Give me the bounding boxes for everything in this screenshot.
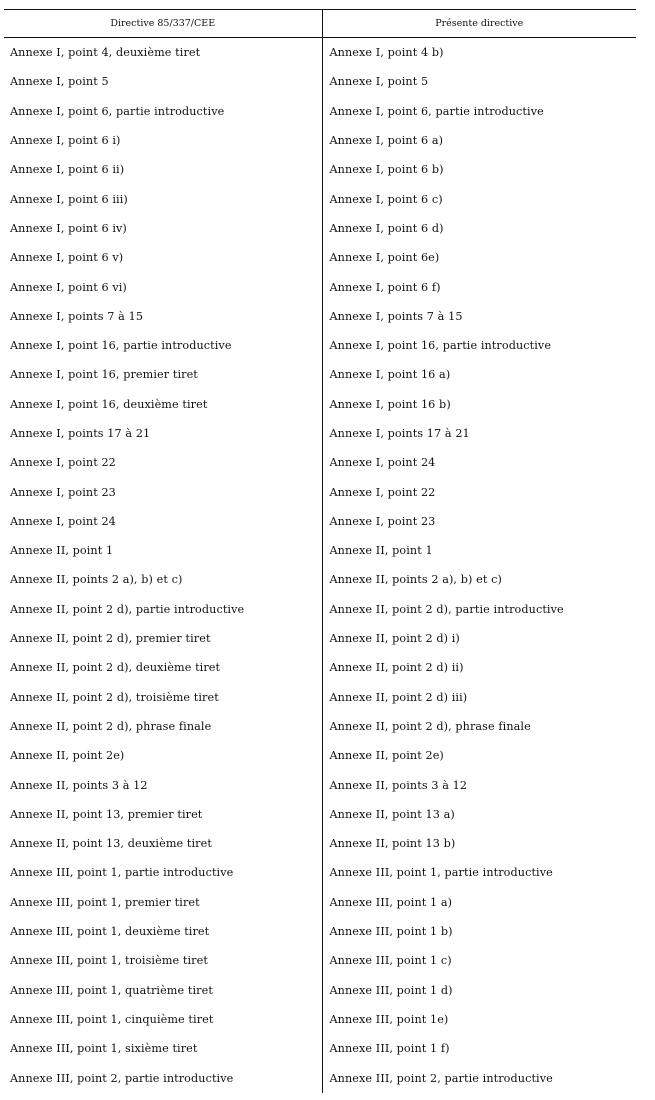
- cell-new-reference: Annexe I, point 6 a): [329, 134, 444, 148]
- table-row: [4, 858, 636, 887]
- table-row: [4, 302, 636, 331]
- table-row: [4, 829, 636, 858]
- cell-new-reference: Annexe I, point 4 b): [329, 46, 444, 60]
- cell-old-reference: Annexe II, points 3 à 12: [4, 770, 322, 799]
- cell-old-reference: Annexe I, points 7 à 15: [4, 302, 322, 331]
- table-row: [4, 214, 636, 243]
- table-row: [4, 976, 636, 1005]
- cell-new-reference: Annexe II, point 2 d) iii): [329, 690, 468, 704]
- cell-old-reference: Annexe I, point 6 vi): [4, 272, 322, 301]
- cell-old-reference: Annexe I, point 16, deuxième tiret: [4, 390, 322, 419]
- header-row: [4, 10, 636, 38]
- table-row: [4, 624, 636, 653]
- cell-new-reference: Annexe I, point 6, partie introductive: [329, 104, 544, 118]
- cell-old-reference: Annexe II, point 2 d), phrase finale: [4, 712, 322, 741]
- cell-new-reference: Annexe III, point 1e): [329, 1012, 449, 1026]
- table-row: [4, 390, 636, 419]
- cell-new-reference: Annexe I, point 23: [329, 514, 436, 528]
- table-row: [4, 565, 636, 594]
- table-row: [4, 536, 636, 565]
- cell-new-reference: Annexe I, points 7 à 15: [329, 309, 463, 323]
- table-row: [4, 38, 636, 68]
- cell-new-reference: Annexe I, point 22: [329, 485, 436, 499]
- cell-new-reference: Annexe I, point 6 d): [329, 221, 444, 235]
- table-row: [4, 888, 636, 917]
- cell-new-reference: Annexe III, point 1 b): [329, 925, 453, 939]
- cell-old-reference: Annexe II, point 1: [4, 536, 322, 565]
- table-row: [4, 360, 636, 389]
- cell-old-reference: Annexe II, point 13, premier tiret: [4, 800, 322, 829]
- cell-new-reference: Annexe I, points 17 à 21: [329, 427, 470, 440]
- header-old-directive: Directive 85/337/CEE: [4, 10, 322, 38]
- table-row: [4, 477, 636, 506]
- table-header: [4, 10, 636, 38]
- cell-new-reference: Annexe III, point 1 f): [329, 1042, 450, 1056]
- table-row: [4, 653, 636, 682]
- cell-new-reference: Annexe II, points 2 a), b) et c): [329, 573, 502, 587]
- table-row: [4, 67, 636, 96]
- table-row: [4, 419, 636, 448]
- table-row: [4, 448, 636, 477]
- table-row: [4, 126, 636, 155]
- table-row: [4, 507, 636, 536]
- cell-old-reference: Annexe II, point 2 d), deuxième tiret: [4, 653, 322, 682]
- cell-old-reference: Annexe II, point 2 d), troisième tiret: [4, 683, 322, 712]
- cell-old-reference: Annexe I, points 17 à 21: [4, 419, 322, 448]
- table-row: [4, 917, 636, 946]
- cell-new-reference: Annexe II, point 2 d) i): [329, 632, 460, 646]
- cell-new-reference: Annexe I, point 6e): [329, 251, 440, 265]
- cell-old-reference: Annexe I, point 6 i): [4, 126, 322, 155]
- table-row: [4, 1063, 636, 1092]
- cell-old-reference: Annexe I, point 6 ii): [4, 155, 322, 184]
- cell-new-reference: Annexe I, point 6 c): [329, 192, 443, 206]
- cell-old-reference: Annexe II, point 2e): [4, 741, 322, 770]
- table-row: [4, 155, 636, 184]
- table-row: [4, 741, 636, 770]
- cell-old-reference: Annexe III, point 1, deuxième tiret: [4, 917, 322, 946]
- table-row: [4, 184, 636, 213]
- cell-old-reference: Annexe III, point 1, quatrième tiret: [4, 976, 322, 1005]
- table-row: [4, 946, 636, 975]
- cell-new-reference: Annexe II, point 13 a): [329, 807, 455, 821]
- table-row: [4, 243, 636, 272]
- cell-new-reference: Annexe I, point 16 b): [329, 397, 451, 411]
- cell-old-reference: Annexe I, point 23: [4, 477, 322, 506]
- cell-new-reference: Annexe III, point 1 c): [329, 954, 452, 968]
- table-row: [4, 272, 636, 301]
- cell-old-reference: Annexe III, point 1, sixième tiret: [4, 1034, 322, 1063]
- cell-new-reference: Annexe III, point 1, partie introductive: [329, 866, 553, 880]
- correlation-table-container: [4, 9, 636, 1093]
- table-row: [4, 800, 636, 829]
- cell-new-reference: Annexe II, point 1: [329, 544, 433, 558]
- cell-old-reference: Annexe I, point 6 v): [4, 243, 322, 272]
- cell-old-reference: Annexe I, point 6 iv): [4, 214, 322, 243]
- table-row: [4, 595, 636, 624]
- table-row: [4, 331, 636, 360]
- cell-old-reference: Annexe II, points 2 a), b) et c): [4, 565, 322, 594]
- cell-old-reference: Annexe I, point 16, partie introductive: [4, 331, 322, 360]
- cell-new-reference: Annexe I, point 16, partie introductive: [329, 339, 552, 353]
- cell-old-reference: Annexe I, point 22: [4, 448, 322, 477]
- cell-old-reference: Annexe I, point 4, deuxième tiret: [4, 38, 322, 68]
- cell-new-reference: Annexe II, point 2e): [329, 749, 444, 763]
- header-new-directive: Présente directive: [322, 10, 636, 38]
- cell-old-reference: Annexe III, point 2, partie introductive: [4, 1063, 322, 1092]
- cell-old-reference: Annexe I, point 6, partie introductive: [4, 97, 322, 126]
- correlation-table: [4, 9, 636, 1093]
- cell-new-reference: Annexe III, point 1 d): [329, 983, 453, 997]
- cell-old-reference: Annexe II, point 2 d), partie introductive: [4, 595, 322, 624]
- cell-old-reference: Annexe I, point 24: [4, 507, 322, 536]
- cell-new-reference: Annexe II, point 2 d), partie introductive: [329, 602, 564, 616]
- cell-new-reference: Annexe I, point 6 b): [329, 163, 444, 177]
- cell-old-reference: Annexe III, point 1, troisième tiret: [4, 946, 322, 975]
- cell-old-reference: Annexe I, point 16, premier tiret: [4, 360, 322, 389]
- table-row: [4, 1005, 636, 1034]
- cell-old-reference: Annexe III, point 1, cinquième tiret: [4, 1005, 322, 1034]
- table-row: [4, 770, 636, 799]
- table-row: [4, 683, 636, 712]
- cell-new-reference: Annexe II, point 13 b): [329, 837, 456, 851]
- cell-old-reference: Annexe III, point 1, premier tiret: [4, 888, 322, 917]
- cell-new-reference: Annexe II, point 2 d) ii): [329, 661, 464, 675]
- table-row: [4, 712, 636, 741]
- cell-new-reference: Annexe II, points 3 à 12: [329, 778, 468, 792]
- cell-old-reference: Annexe II, point 13, deuxième tiret: [4, 829, 322, 858]
- table-row: [4, 1034, 636, 1063]
- cell-old-reference: Annexe III, point 1, partie introductive: [4, 858, 322, 887]
- cell-new-reference: Annexe I, point 16 a): [329, 368, 451, 382]
- table-body: [4, 38, 636, 1093]
- cell-old-reference: Annexe I, point 5: [4, 67, 322, 96]
- cell-old-reference: Annexe I, point 6 iii): [4, 184, 322, 213]
- cell-new-reference: Annexe I, point 6 f): [329, 280, 441, 294]
- cell-old-reference: Annexe II, point 2 d), premier tiret: [4, 624, 322, 653]
- cell-new-reference: Annexe I, point 5: [329, 75, 429, 89]
- cell-new-reference: Annexe I, point 24: [329, 456, 436, 470]
- cell-new-reference: Annexe III, point 2, partie introductive: [329, 1071, 553, 1085]
- cell-new-reference: Annexe II, point 2 d), phrase finale: [329, 719, 531, 733]
- cell-new-reference: Annexe III, point 1 a): [329, 895, 453, 909]
- table-row: [4, 97, 636, 126]
